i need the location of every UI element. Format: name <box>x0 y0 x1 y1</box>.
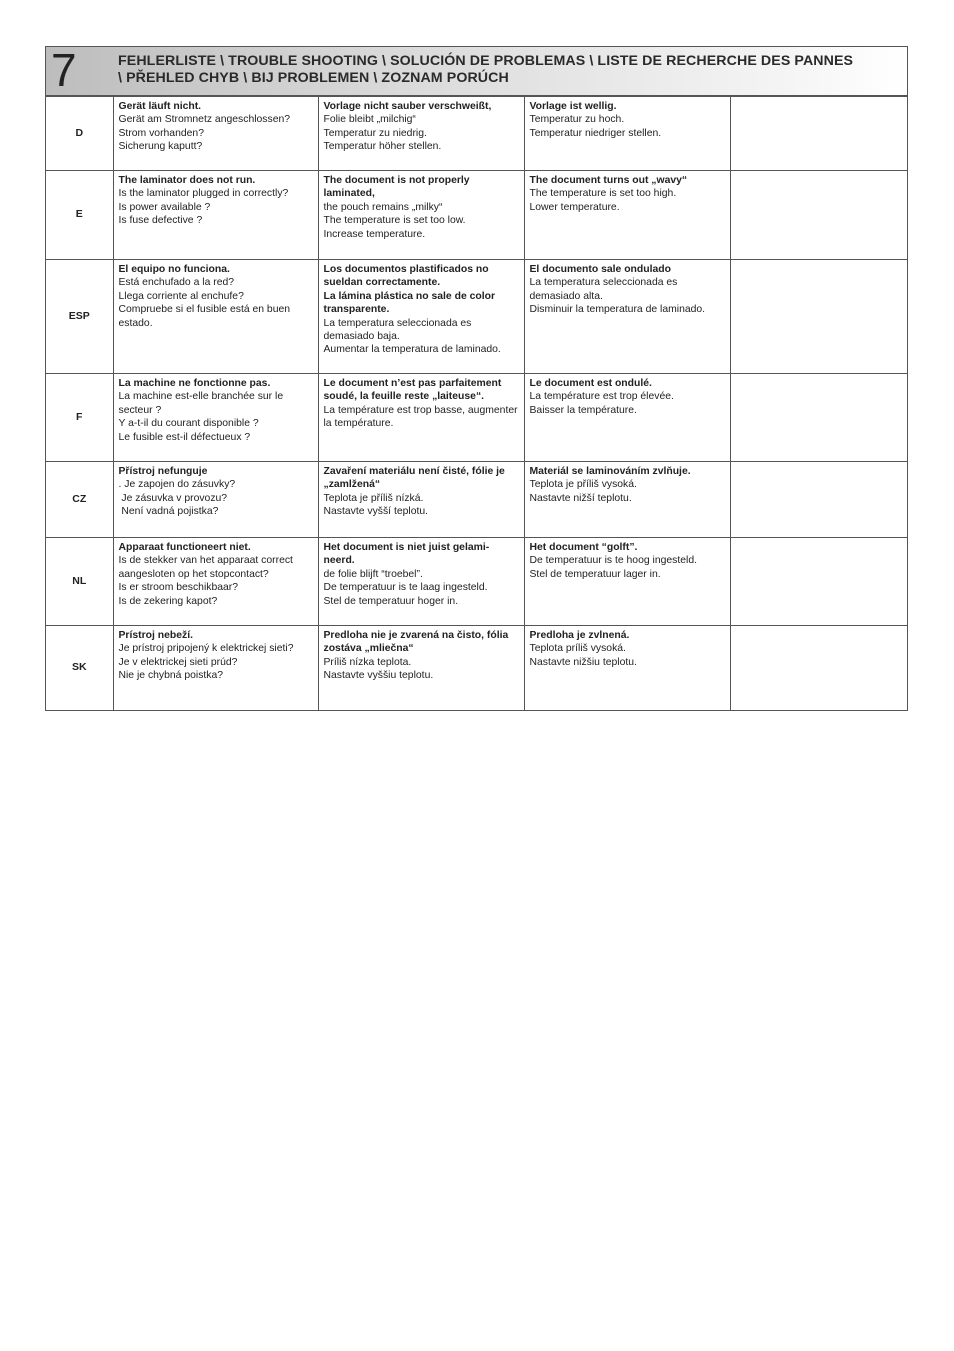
solution-line: Je prístroj pripojený k elektrickej sieti? <box>118 643 294 655</box>
problem-heading: Le document est ondulé. <box>529 378 652 389</box>
problem-cell <box>113 97 318 171</box>
solution-line: Sicherung kaputt? <box>118 141 203 153</box>
empty-cell <box>730 462 907 538</box>
solution-line: Is fuse defective ? <box>118 215 203 227</box>
problem-cell <box>318 97 524 171</box>
problem-cell <box>113 260 318 374</box>
problem-heading: Vorlage ist wellig. <box>529 101 617 112</box>
problem-cell <box>113 374 318 462</box>
solution-line: La température est trop élevée. <box>529 391 674 403</box>
problem-cell <box>113 538 318 626</box>
solution-line: Nastavte vyššiu teplotu. <box>323 670 434 682</box>
problem-cell <box>318 171 524 260</box>
solution-line: Y a-t-il du courant disponible ? <box>118 418 259 430</box>
solution-line: Is de stekker van het apparaat correct aangesloten op het stopcontact? <box>118 555 296 580</box>
solution-line: Stel de temperatuur hoger in. <box>323 595 459 607</box>
solution-line: La machine est-elle branchée sur le secteur ? <box>118 391 287 416</box>
empty-cell <box>730 171 907 260</box>
table-row <box>46 260 907 374</box>
problem-heading: El documento sale ondulado <box>529 264 671 275</box>
solution-line: Strom vorhanden? <box>118 127 204 139</box>
problem-cell <box>524 171 730 260</box>
problem-heading: Predloha je zvlnená. <box>529 630 630 641</box>
section-header <box>46 44 907 96</box>
problem-cell <box>318 462 524 538</box>
problem-heading: La machine ne fonctionne pas. <box>118 378 271 389</box>
solution-line: Is the laminator plugged in correctly? <box>118 188 289 200</box>
problem-cell <box>524 626 730 710</box>
solution-line: Is er stroom beschikbaar? <box>118 582 239 594</box>
solution-line: Teplota je příliš vysoká. <box>529 479 637 491</box>
language-code: F <box>46 374 113 462</box>
problem-cell <box>318 626 524 710</box>
solution-line: Baisser la température. <box>529 404 637 416</box>
problem-heading: Het document is niet juist gelami-neerd. <box>323 542 490 567</box>
section-title: FEHLERLISTE \ TROUBLE SHOOTING \ SOLUCIÓN DE PROBLEMAS \ LISTE DE RECHERCHE DES PANNES \ PŘEHLED CHYB \ BIJ PROBLEMEN \ ZOZNAM PORÚCH <box>118 53 854 86</box>
empty-cell <box>730 374 907 462</box>
problem-heading: The document turns out „wavy“ <box>529 175 688 186</box>
problem-heading: Los documentos plastificados no sueldan correctamente. <box>323 264 489 289</box>
table-row <box>46 171 907 260</box>
solution-line: Stel de temperatuur lager in. <box>529 568 661 580</box>
problem-heading: Přístroj nefunguje <box>118 466 208 477</box>
solution-line: Nastavte nižší teplotu. <box>529 492 632 504</box>
problem-heading: Le document n’est pas parfaitement soudé, la feuille reste „laiteuse“. <box>323 378 502 403</box>
solution-line: Temperatur zu niedrig. <box>323 127 427 139</box>
problem-cell <box>113 462 318 538</box>
problem-heading: Zavaření materiálu není čisté, fólie je „zamlžená“ <box>323 466 505 491</box>
problem-heading: El equipo no funciona. <box>118 264 230 275</box>
problem-cell <box>318 538 524 626</box>
troubleshooting-frame <box>45 46 908 711</box>
solution-line: Temperatur höher stellen. <box>323 141 442 153</box>
solution-line: De temperatuur is te hoog ingesteld. <box>529 555 698 567</box>
language-code: CZ <box>46 462 113 538</box>
solution-line: Príliš nízka teplota. <box>323 656 412 668</box>
solution-line: Is power available ? <box>118 201 211 213</box>
solution-line: Nie je chybná poistka? <box>118 670 224 682</box>
solution-line: The temperature is set too high. <box>529 188 677 200</box>
problem-cell <box>524 538 730 626</box>
empty-cell <box>730 626 907 710</box>
empty-cell <box>730 97 907 171</box>
problem-heading: Het document “golft”. <box>529 542 638 553</box>
solution-line: The temperature is set too low. <box>323 215 466 227</box>
problem-cell <box>524 462 730 538</box>
section-number: 7 <box>51 44 77 96</box>
solution-line: Compruebe si el fusible está en buen estado. <box>118 304 293 329</box>
empty-cell <box>730 538 907 626</box>
table-row <box>46 374 907 462</box>
solution-line: Is de zekering kapot? <box>118 595 218 607</box>
solution-line: La température est trop basse, augmenter la température. <box>323 404 521 430</box>
problem-cell <box>318 374 524 462</box>
solution-line: Je zásuvka v provozu? <box>118 492 228 504</box>
problem-cell <box>318 260 524 374</box>
table-row <box>46 97 907 171</box>
problem-cell <box>524 97 730 171</box>
solution-line: Gerät am Stromnetz angeschlossen? <box>118 114 291 126</box>
solution-line: Lower temperature. <box>529 201 620 213</box>
solution-line: Disminuir la temperatura de laminado. <box>529 304 706 316</box>
solution-line: . Je zapojen do zásuvky? <box>118 479 236 491</box>
problem-cell <box>113 171 318 260</box>
solution-line: Nastavte vyšší teplotu. <box>323 506 429 518</box>
language-code: E <box>46 171 113 260</box>
troubleshooting-table <box>46 96 907 710</box>
solution-line: Llega corriente al enchufe? <box>118 290 244 302</box>
problem-cell <box>524 374 730 462</box>
table-row <box>46 462 907 538</box>
problem-heading: La lámina plástica no sale de color transparente. <box>323 290 496 316</box>
problem-heading: Materiál se laminováním zvlňuje. <box>529 466 691 477</box>
solution-line: Temperatur niedriger stellen. <box>529 127 662 139</box>
problem-cell <box>113 626 318 710</box>
solution-line: Está enchufado a la red? <box>118 277 235 289</box>
table-row <box>46 538 907 626</box>
problem-heading: Apparaat functioneert niet. <box>118 542 251 553</box>
problem-heading: Predloha nie je zvarená na čisto, fólia zostáva „mliečna“ <box>323 630 509 655</box>
problem-cell <box>524 260 730 374</box>
solution-line: Le fusible est-il défectueux ? <box>118 431 251 443</box>
solution-line: Folie bleibt „milchig“ <box>323 114 416 126</box>
problem-heading: The laminator does not run. <box>118 175 256 186</box>
solution-line: De temperatuur is te laag ingesteld. <box>323 582 488 594</box>
language-code: ESP <box>46 260 113 374</box>
solution-line: de folie blijft “troebel”. <box>323 568 423 580</box>
problem-heading: Prístroj nebeží. <box>118 630 193 641</box>
problem-heading: Vorlage nicht sauber verschweißt, <box>323 101 492 112</box>
solution-line: Teplota je příliš nízká. <box>323 492 424 504</box>
solution-line: Není vadná pojistka? <box>118 506 219 518</box>
solution-line: the pouch remains „milky“ <box>323 201 443 213</box>
solution-line: Temperatur zu hoch. <box>529 114 625 126</box>
solution-line: Aumentar la temperatura de laminado. <box>323 344 501 356</box>
solution-line: La temperatura seleccionada es demasiado baja. <box>323 317 475 343</box>
problem-heading: The document is not properly laminated, <box>323 175 470 200</box>
solution-line: La temperatura seleccionada es demasiado alta. <box>529 277 681 302</box>
language-code: SK <box>46 626 113 710</box>
solution-line: Increase temperature. <box>323 228 426 240</box>
solution-line: Nastavte nižšiu teplotu. <box>529 656 637 668</box>
table-row <box>46 626 907 710</box>
solution-line: Teplota príliš vysoká. <box>529 643 626 655</box>
language-code: NL <box>46 538 113 626</box>
language-code: D <box>46 97 113 171</box>
empty-cell <box>730 260 907 374</box>
problem-heading: Gerät läuft nicht. <box>118 101 202 112</box>
solution-line: Je v elektrickej sieti prúd? <box>118 656 238 668</box>
